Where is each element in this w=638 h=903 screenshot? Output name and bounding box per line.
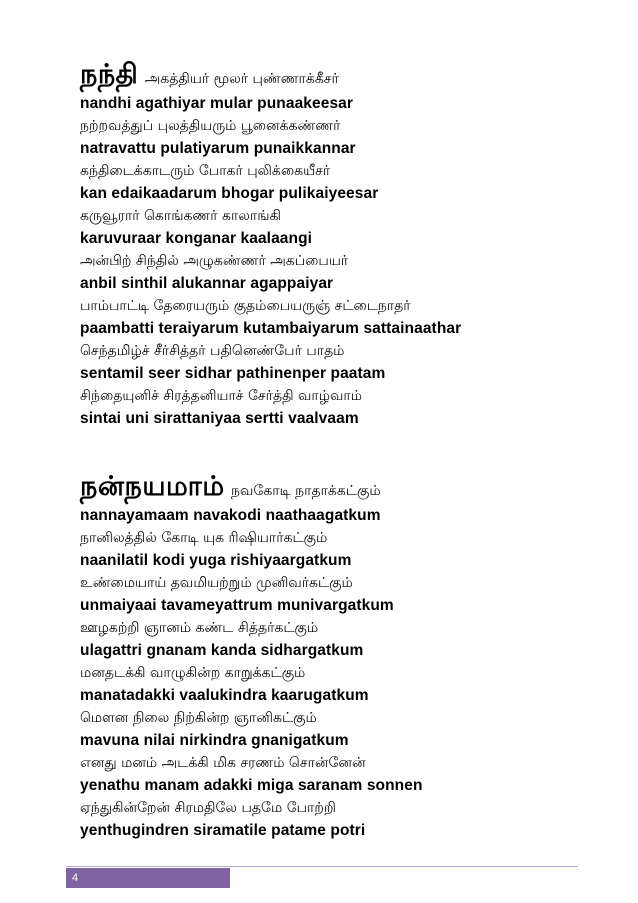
page-number: 4 bbox=[72, 872, 79, 884]
verse-two bbox=[80, 470, 600, 842]
verse-one-line-2-en: natravattu pulatiyarum punaikkannar bbox=[80, 140, 356, 157]
verse-two-line-2-en: naanilatil kodi yuga rishiyaargatkum bbox=[80, 552, 352, 569]
verse-one-line-5-en: anbil sinthil alukannar agappaiyar bbox=[80, 275, 334, 292]
verse-two-line-1-en: nannayamaam navakodi naathaagatkum bbox=[80, 507, 381, 524]
page-number-tab bbox=[66, 868, 230, 888]
verse-two-line-6-ta: மௌன நிலை நிற்கின்ற ஞானிகட்கும் bbox=[80, 710, 317, 726]
verse-two-line-3-en: unmaiyaai tavameyattrum munivargatkum bbox=[80, 597, 394, 614]
verse-two-title-word: நன்நயமாம் bbox=[80, 471, 225, 502]
verse-two-line-3-ta: உண்மையாய் தவமியற்றும் முனிவர்கட்கும் bbox=[80, 575, 353, 591]
verse-one-line-4-ta: கருவூரார் கொங்கணர் காலாங்கி bbox=[80, 208, 281, 224]
verse-one-line-4-en: karuvuraar konganar kaalaangi bbox=[80, 230, 313, 247]
verse-two-title-line bbox=[80, 470, 600, 504]
verse-one-line-7-en: sentamil seer sidhar pathinenper paatam bbox=[80, 365, 386, 382]
verse-one-line-3-en: kan edaikaadarum bhogar pulikaiyeesar bbox=[80, 185, 379, 202]
verse-one-line-6-en: paambatti teraiyarum kutambaiyarum sattainaathar bbox=[80, 320, 462, 337]
verse-two-line-8-ta: ஏந்துகின்றேன் சிரமதிலே பதமே போற்றி bbox=[80, 800, 336, 816]
verse-one-line-5-ta: அன்பிற் சிந்தில் அழுகண்ணர் அகப்பையர் bbox=[80, 253, 349, 269]
verse-one-line-3-ta: கந்திடைக்காடரும் போகர் புலிக்கையீசர் bbox=[80, 163, 331, 179]
verse-one-title-rest: அகத்தியர் மூலர் புண்ணாக்கீசர் bbox=[144, 71, 339, 87]
verse-two-title-rest: நவகோடி நாதாக்கட்கும் bbox=[231, 483, 381, 499]
verse-one-line-7-ta: செந்தமிழ்ச் சீர்சித்தர் பதினெண்பேர் பாதம் bbox=[80, 343, 345, 359]
verse-two-line-6-en: mavuna nilai nirkindra gnanigatkum bbox=[80, 732, 349, 749]
verse-one-line-1-en: nandhi agathiyar mular punaakeesar bbox=[80, 95, 354, 112]
verse-two-line-5-ta: மனதடக்கி வாழுகின்ற காறுக்கட்கும் bbox=[80, 665, 306, 681]
verse-two-line-2-ta: நானிலத்தில் கோடி யுக ரிஷியார்கட்கும் bbox=[80, 530, 328, 546]
verse-one-title-line bbox=[80, 58, 600, 92]
verse-two-line-7-en: yenathu manam adakki miga saranam sonnen bbox=[80, 777, 423, 794]
footer-rule bbox=[66, 866, 578, 867]
verse-two-line-4-en: ulagattri gnanam kanda sidhargatkum bbox=[80, 642, 364, 659]
verse-one-title-word: நந்தி bbox=[80, 59, 139, 90]
verse-two-line-7-ta: எனது மனம் அடக்கி மிக சரணம் சொன்னேன் bbox=[80, 755, 366, 771]
page-footer bbox=[66, 866, 578, 888]
verse-one-line-2-ta: நற்றவத்துப் புலத்தியரும் பூனைக்கண்ணர் bbox=[80, 118, 341, 134]
verse-one bbox=[80, 58, 600, 430]
verse-two-line-5-en: manatadakki vaalukindra kaarugatkum bbox=[80, 687, 369, 704]
verse-two-line-4-ta: ஊழகற்றி ஞானம் கண்ட சித்தர்கட்கும் bbox=[80, 620, 319, 636]
verse-two-line-8-en: yenthugindren siramatile patame potri bbox=[80, 822, 366, 839]
verse-one-line-6-ta: பாம்பாட்டி தேரையரும் குதம்பையருஞ் சட்டைநாதர் bbox=[80, 298, 411, 314]
verse-one-line-8-ta: சிந்தையுனிச் சிரத்தனியாச் சேர்த்தி வாழ்வாம் bbox=[80, 388, 362, 404]
verse-one-line-8-en: sintai uni sirattaniyaa sertti vaalvaam bbox=[80, 410, 359, 427]
